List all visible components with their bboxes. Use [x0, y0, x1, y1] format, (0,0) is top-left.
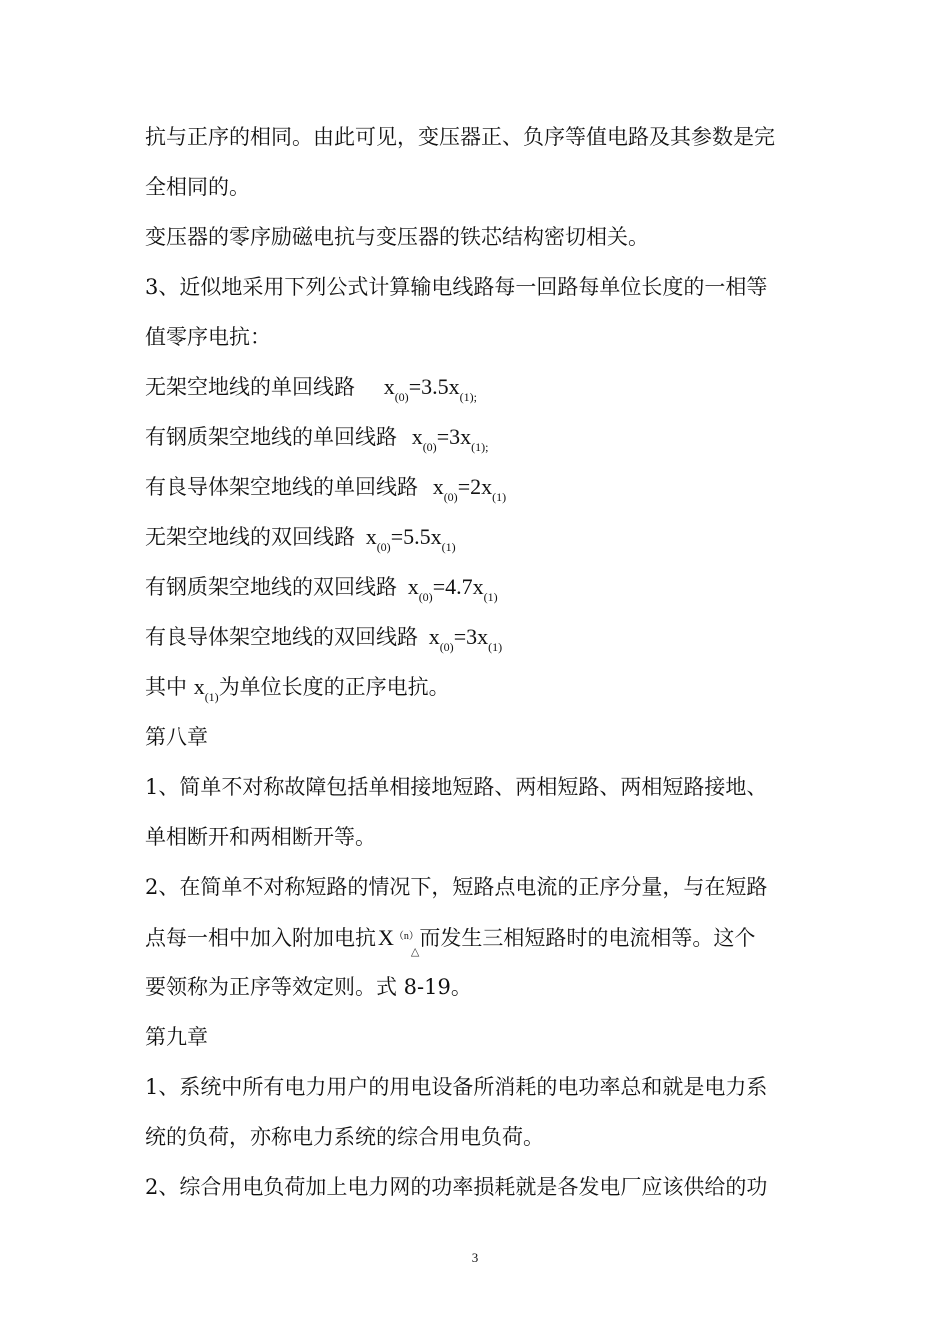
formula-line [145, 519, 825, 555]
formula-label: 无架空地线的单回线路 [145, 375, 355, 399]
paragraph-line: 2、在简单不对称短路的情况下，短路点电流的正序分量，与在短路 [145, 875, 768, 899]
formula-line [145, 469, 825, 505]
formula: $x_{(0)}=3x_{(1);}$ [411, 424, 489, 454]
formula-label: 有良导体架空地线的单回线路 [145, 475, 418, 499]
formula-line [145, 619, 825, 655]
formula: $X^{(n)}_\triangle$ [378, 925, 420, 958]
page-number: 3 [471, 1250, 479, 1265]
formula-line [145, 569, 825, 605]
formula-label: 有钢质架空地线的单回线路 [145, 425, 397, 449]
note-line: 其中 $x_{(1)}$为单位长度的正序电抗。 [145, 669, 825, 705]
paragraph-line: 1、简单不对称故障包括单相接地短路、两相短路、两相短路接地、 [145, 775, 768, 799]
formula-label: 无架空地线的双回线路 [145, 525, 355, 549]
paragraph-line: 要领称为正序等效定则。式 8-19。 [145, 975, 472, 999]
paragraph-line: 点每一相中加入附加电抗$X^{(n)}_\triangle$而发生三相短路时的电流相等。这个 [145, 919, 825, 955]
paragraph-line: 1、系统中所有电力用户的用电设备所消耗的电功率总和就是电力系 [145, 1075, 768, 1099]
chapter-heading: 第八章 [145, 725, 208, 749]
paragraph-line: 值零序电抗： [145, 325, 271, 349]
formula-label: 有钢质架空地线的双回线路 [145, 575, 397, 599]
formula-line [145, 419, 825, 455]
formula: $x_{(0)}=4.7x_{(1)}$ [407, 574, 498, 604]
paragraph-line: 3、近似地采用下列公式计算输电线路每一回路每单位长度的一相等 [145, 275, 768, 299]
formula: $x_{(1)}$ [193, 674, 219, 704]
paragraph-line: 统的负荷，亦称电力系统的综合用电负荷。 [145, 1125, 544, 1149]
formula: $x_{(0)}=2x_{(1)}$ [432, 474, 507, 504]
formula: $x_{(0)}=3.5x_{(1);}$ [383, 374, 477, 404]
formula: $x_{(0)}=3x_{(1)}$ [428, 624, 503, 654]
paragraph-line: 抗与正序的相同。由此可见，变压器正、负序等值电路及其参数是完 [145, 125, 775, 149]
formula-label: 有良导体架空地线的双回线路 [145, 625, 418, 649]
chapter-heading: 第九章 [145, 1025, 208, 1049]
formula: $x_{(0)}=5.5x_{(1)}$ [365, 524, 456, 554]
formula-line [145, 369, 825, 405]
paragraph-line: 全相同的。 [145, 175, 250, 199]
paragraph-line: 变压器的零序励磁电抗与变压器的铁芯结构密切相关。 [145, 225, 649, 249]
paragraph-line: 单相断开和两相断开等。 [145, 825, 376, 849]
paragraph-line: 2、综合用电负荷加上电力网的功率损耗就是各发电厂应该供给的功 [145, 1175, 768, 1199]
